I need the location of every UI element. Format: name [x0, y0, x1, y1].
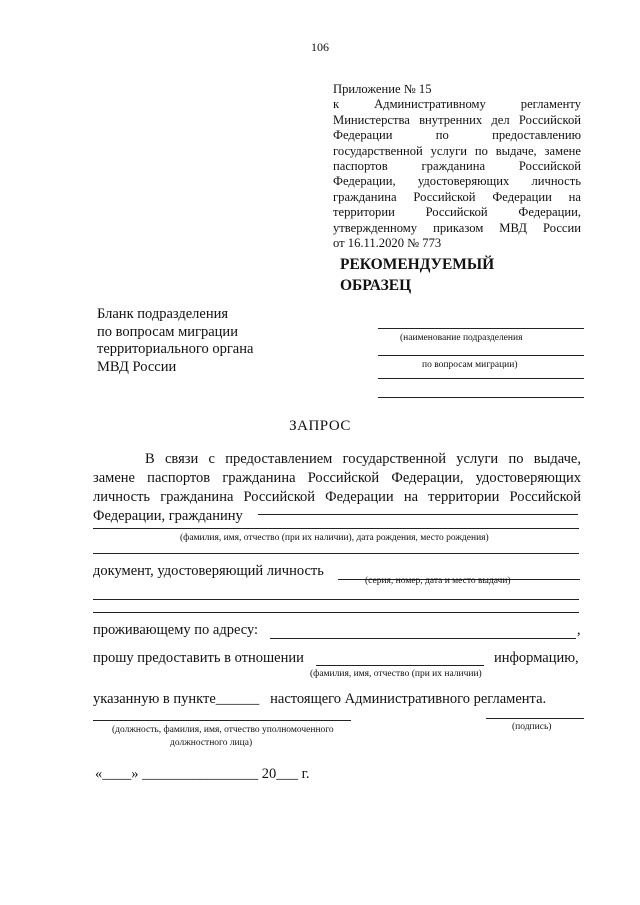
paragraph-line: Федерации, гражданину	[93, 508, 243, 524]
id-document-label: документ, удостоверяющий личность	[93, 563, 324, 579]
dept-hint: (наименование подразделения	[400, 333, 523, 343]
appendix-line: Министерства внутренних дел Российской	[333, 112, 581, 127]
clause-number-blank[interactable]: ______	[215, 691, 260, 707]
id-document-line[interactable]	[93, 599, 579, 600]
year-suffix: г.	[301, 766, 310, 782]
year-blank[interactable]: ___	[276, 766, 298, 782]
page-number: 106	[311, 40, 329, 54]
appendix-line: гражданина Российской Федерации на	[333, 189, 581, 204]
paragraph-line: В связи с предоставлением государственной услуги по выдаче,	[145, 451, 581, 467]
century-text: 20	[261, 766, 277, 782]
document-title: ЗАПРОС	[289, 418, 351, 434]
clause-text	[93, 691, 546, 708]
request-label: прошу предоставить в отношении	[93, 650, 304, 666]
appendix-line: Приложение № 15	[333, 82, 432, 96]
appendix-line: Федерации, удостоверяющих личность	[333, 174, 581, 189]
fio-hint: (фамилия, имя, отчество (при их наличии), дата рождения, место рождения)	[180, 533, 489, 543]
citizen-name-line[interactable]	[93, 553, 579, 554]
quote-open: «	[95, 766, 103, 782]
official-position-hint: (должность, фамилия, имя, отчество уполномоченного	[112, 725, 334, 735]
quote-close: »	[131, 766, 139, 782]
signature-line[interactable]	[486, 718, 584, 719]
dept-name-line[interactable]	[378, 378, 584, 379]
dept-hint: по вопросам миграции)	[422, 360, 518, 370]
appendix-line: территории Российской Федерации,	[333, 205, 581, 220]
letterhead-line: Бланк подразделения	[97, 306, 229, 322]
request-person-hint: (фамилия, имя, отчество (при их наличии)	[310, 669, 482, 679]
appendix-line: государственной услуги по выдаче, замене	[333, 143, 581, 158]
recommended-sample-stamp	[340, 254, 494, 296]
signature-hint: (подпись)	[512, 722, 552, 732]
dept-name-line[interactable]	[378, 355, 584, 356]
paragraph-line: личность гражданина Российской Федерации на территории Российской	[93, 489, 581, 505]
dept-name-line[interactable]	[378, 328, 584, 329]
appendix-line: к Административному регламенту	[333, 97, 581, 112]
letterhead-block	[97, 306, 253, 376]
clause-suffix: настоящего Административного регламента.	[270, 691, 547, 707]
clause-prefix: указанную в пункте	[93, 691, 216, 707]
month-blank[interactable]: ________________	[142, 766, 259, 782]
official-position-hint: должностного лица)	[170, 738, 253, 748]
official-position-line[interactable]	[93, 720, 351, 721]
appendix-block	[333, 82, 581, 251]
address-label: проживающему по адресу:	[93, 622, 259, 638]
address-comma: ,	[577, 622, 581, 638]
appendix-line: Федерации по предоставлению	[333, 128, 581, 143]
id-document-line[interactable]	[93, 612, 579, 613]
dept-name-line[interactable]	[378, 397, 584, 398]
letterhead-line: по вопросам миграции	[97, 323, 238, 340]
letterhead-line: территориального органа	[97, 341, 254, 358]
appendix-line: паспортов гражданина Российской	[333, 159, 581, 174]
date-line	[95, 766, 310, 783]
letterhead-line: МВД России	[97, 358, 177, 375]
address-line[interactable]	[270, 638, 576, 639]
appendix-line: утвержденному приказом МВД России	[333, 220, 581, 235]
stamp-line: РЕКОМЕНДУЕМЫЙ	[340, 256, 495, 273]
request-info-word: информацию,	[494, 650, 579, 666]
day-blank[interactable]: ____	[102, 766, 132, 782]
stamp-line: ОБРАЗЕЦ	[340, 277, 412, 294]
citizen-name-line[interactable]	[93, 528, 579, 529]
appendix-line: от 16.11.2020 № 773	[333, 236, 442, 251]
id-document-hint: (серия, номер, дата и место выдачи)	[365, 576, 511, 586]
paragraph-line: замене паспортов гражданина Российской Федерации, удостоверяющих	[93, 470, 581, 486]
citizen-name-line[interactable]	[258, 514, 578, 515]
request-person-line[interactable]	[316, 665, 484, 666]
